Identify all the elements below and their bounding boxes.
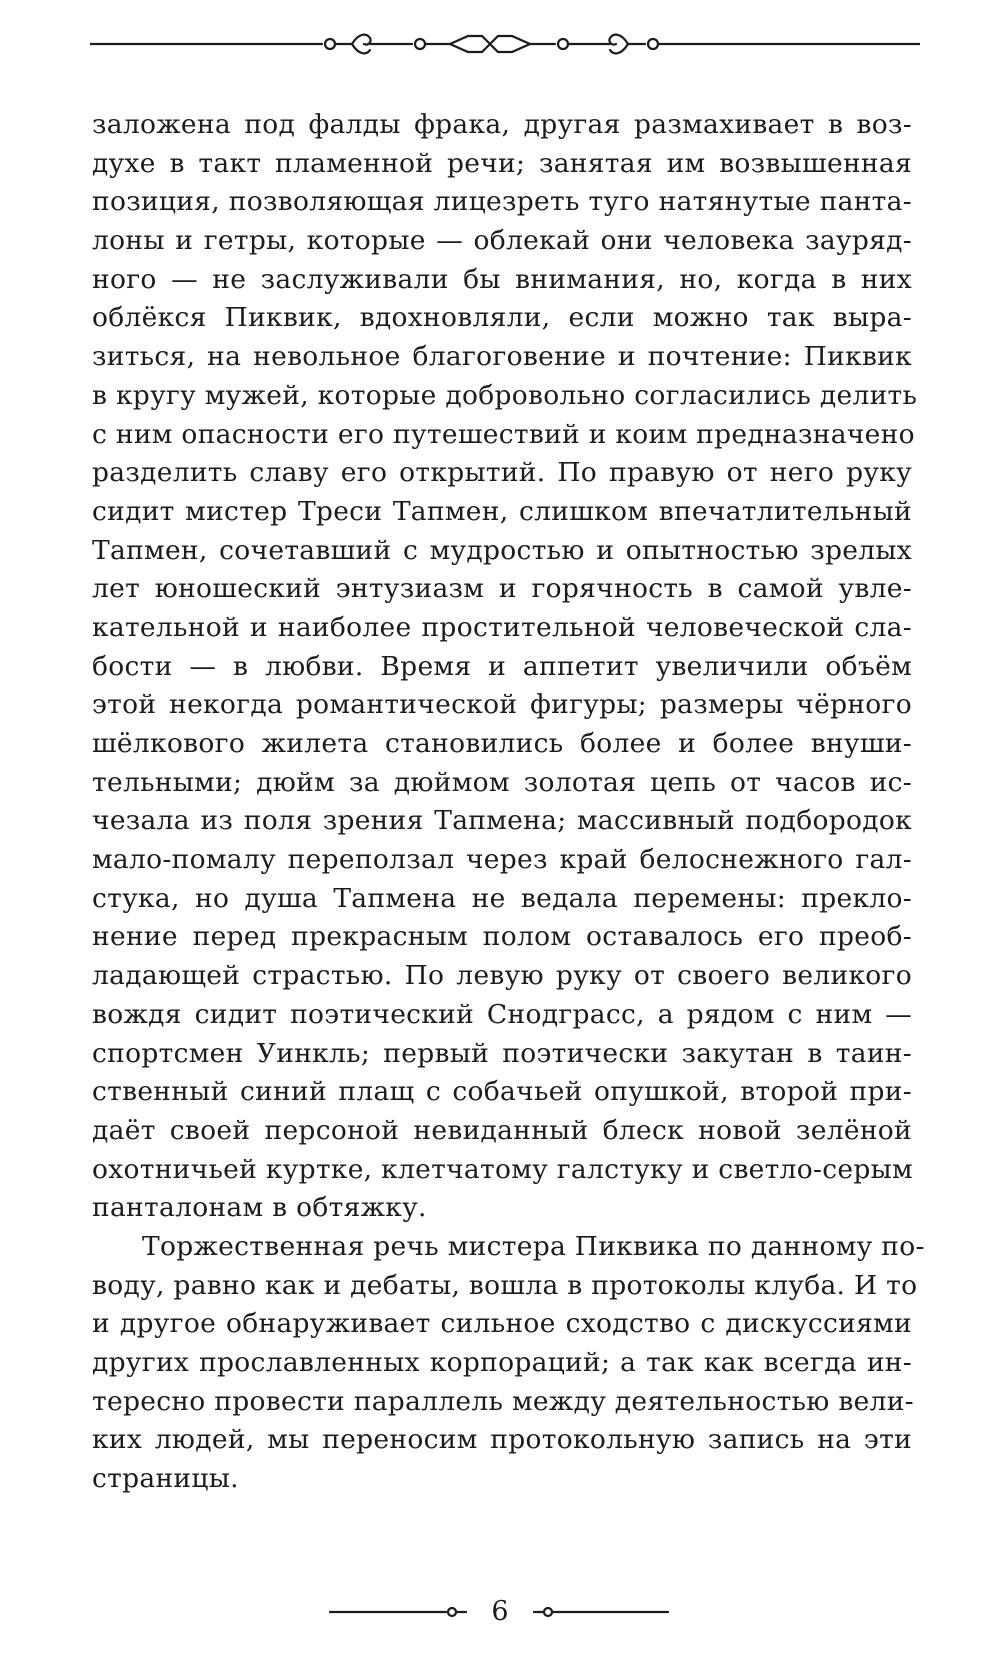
text-line: спортсмен Уинкль; первый поэтически закутан в таин- bbox=[92, 1037, 912, 1069]
text-line: Тапмен, сочетавший с мудростью и опытностью зрелых bbox=[92, 534, 912, 566]
text-line: облёкся Пиквик, вдохновляли, если можно так выра- bbox=[92, 302, 912, 334]
text-line: ладающей страстью. По левую руку от своего великого bbox=[92, 960, 912, 992]
text-line: сидит мистер Треси Тапмен, слишком впечатлительный bbox=[92, 495, 912, 527]
text-line: ного — не заслуживали бы внимания, но, когда в них bbox=[92, 263, 912, 295]
text-line: этой некогда романтической фигуры; размеры чёрного bbox=[92, 689, 912, 721]
text-line: вождя сидит поэтический Снодграсс, а рядом с ним — bbox=[92, 998, 912, 1030]
text-line: шёлкового жилета становились более и более внуши- bbox=[92, 728, 912, 759]
text-line: кательной и наиболее простительной человеческой сла- bbox=[92, 611, 912, 643]
page-number: 6 bbox=[491, 1596, 509, 1627]
text-line: лет юношеский энтузиазм и горячность в самой увле- bbox=[92, 573, 912, 605]
text-line: мало-помалу переползал через край белоснежного гал- bbox=[92, 844, 912, 876]
text-line: ких людей, мы переносим протокольную запись на эти bbox=[92, 1424, 912, 1456]
text-line: стука, но душа Тапмена не ведала перемены: прекло- bbox=[92, 882, 912, 914]
text-line: в кругу мужей, которые добровольно согласились делить bbox=[92, 379, 918, 411]
text-line: позиция, позволяющая лицезреть туго натянутые панта- bbox=[92, 186, 912, 218]
text-line: воду, равно как и дебаты, вошла в протоколы клуба. И то bbox=[92, 1269, 918, 1301]
header-ornament bbox=[90, 24, 920, 64]
text-line: заложена под фалды фрака, другая размахивает в воз- bbox=[92, 109, 912, 140]
text-line: духе в такт пламенной речи; занятая им возвышенная bbox=[92, 147, 912, 179]
text-line: нение перед прекрасным полом оставалось его преоб- bbox=[92, 921, 912, 953]
text-line: панталонам в обтяжку. bbox=[92, 1192, 427, 1224]
body-text bbox=[92, 106, 925, 1499]
text-line: бости — в любви. Время и аппетит увеличили объём bbox=[92, 650, 912, 682]
text-line: лоны и гетры, которые — облекай они человека зауряд- bbox=[92, 225, 912, 257]
text-line: Торжественная речь мистера Пиквика по данному по- bbox=[142, 1230, 925, 1262]
text-line: с ним опасности его путешествий и коим предназначено bbox=[92, 418, 915, 450]
text-line: страницы. bbox=[92, 1463, 239, 1495]
text-line: и другое обнаруживает сильное сходство с дискуссиями bbox=[92, 1308, 912, 1340]
text-line: ственный синий плащ с собачьей опушкой, второй при- bbox=[92, 1076, 912, 1108]
text-line: зиться, на невольное благоговение и почтение: Пиквик bbox=[92, 341, 912, 373]
text-line: тельными; дюйм за дюймом золотая цепь от часов ис- bbox=[92, 766, 912, 798]
text-line: других прославленных корпораций; а так как всегда ин- bbox=[92, 1347, 912, 1378]
text-line: тересно провести параллель между деятельностью вели- bbox=[92, 1385, 914, 1417]
text-line: даёт своей персоной невиданный блеск новой зелёной bbox=[92, 1114, 912, 1146]
text-line: чезала из поля зрения Тапмена; массивный подбородок bbox=[92, 805, 912, 837]
text-line: разделить славу его открытий. По правую от него руку bbox=[92, 457, 912, 489]
text-line: охотничьей куртке, клетчатому галстуку и светло-серым bbox=[92, 1153, 913, 1185]
page-footer bbox=[0, 1592, 1000, 1632]
